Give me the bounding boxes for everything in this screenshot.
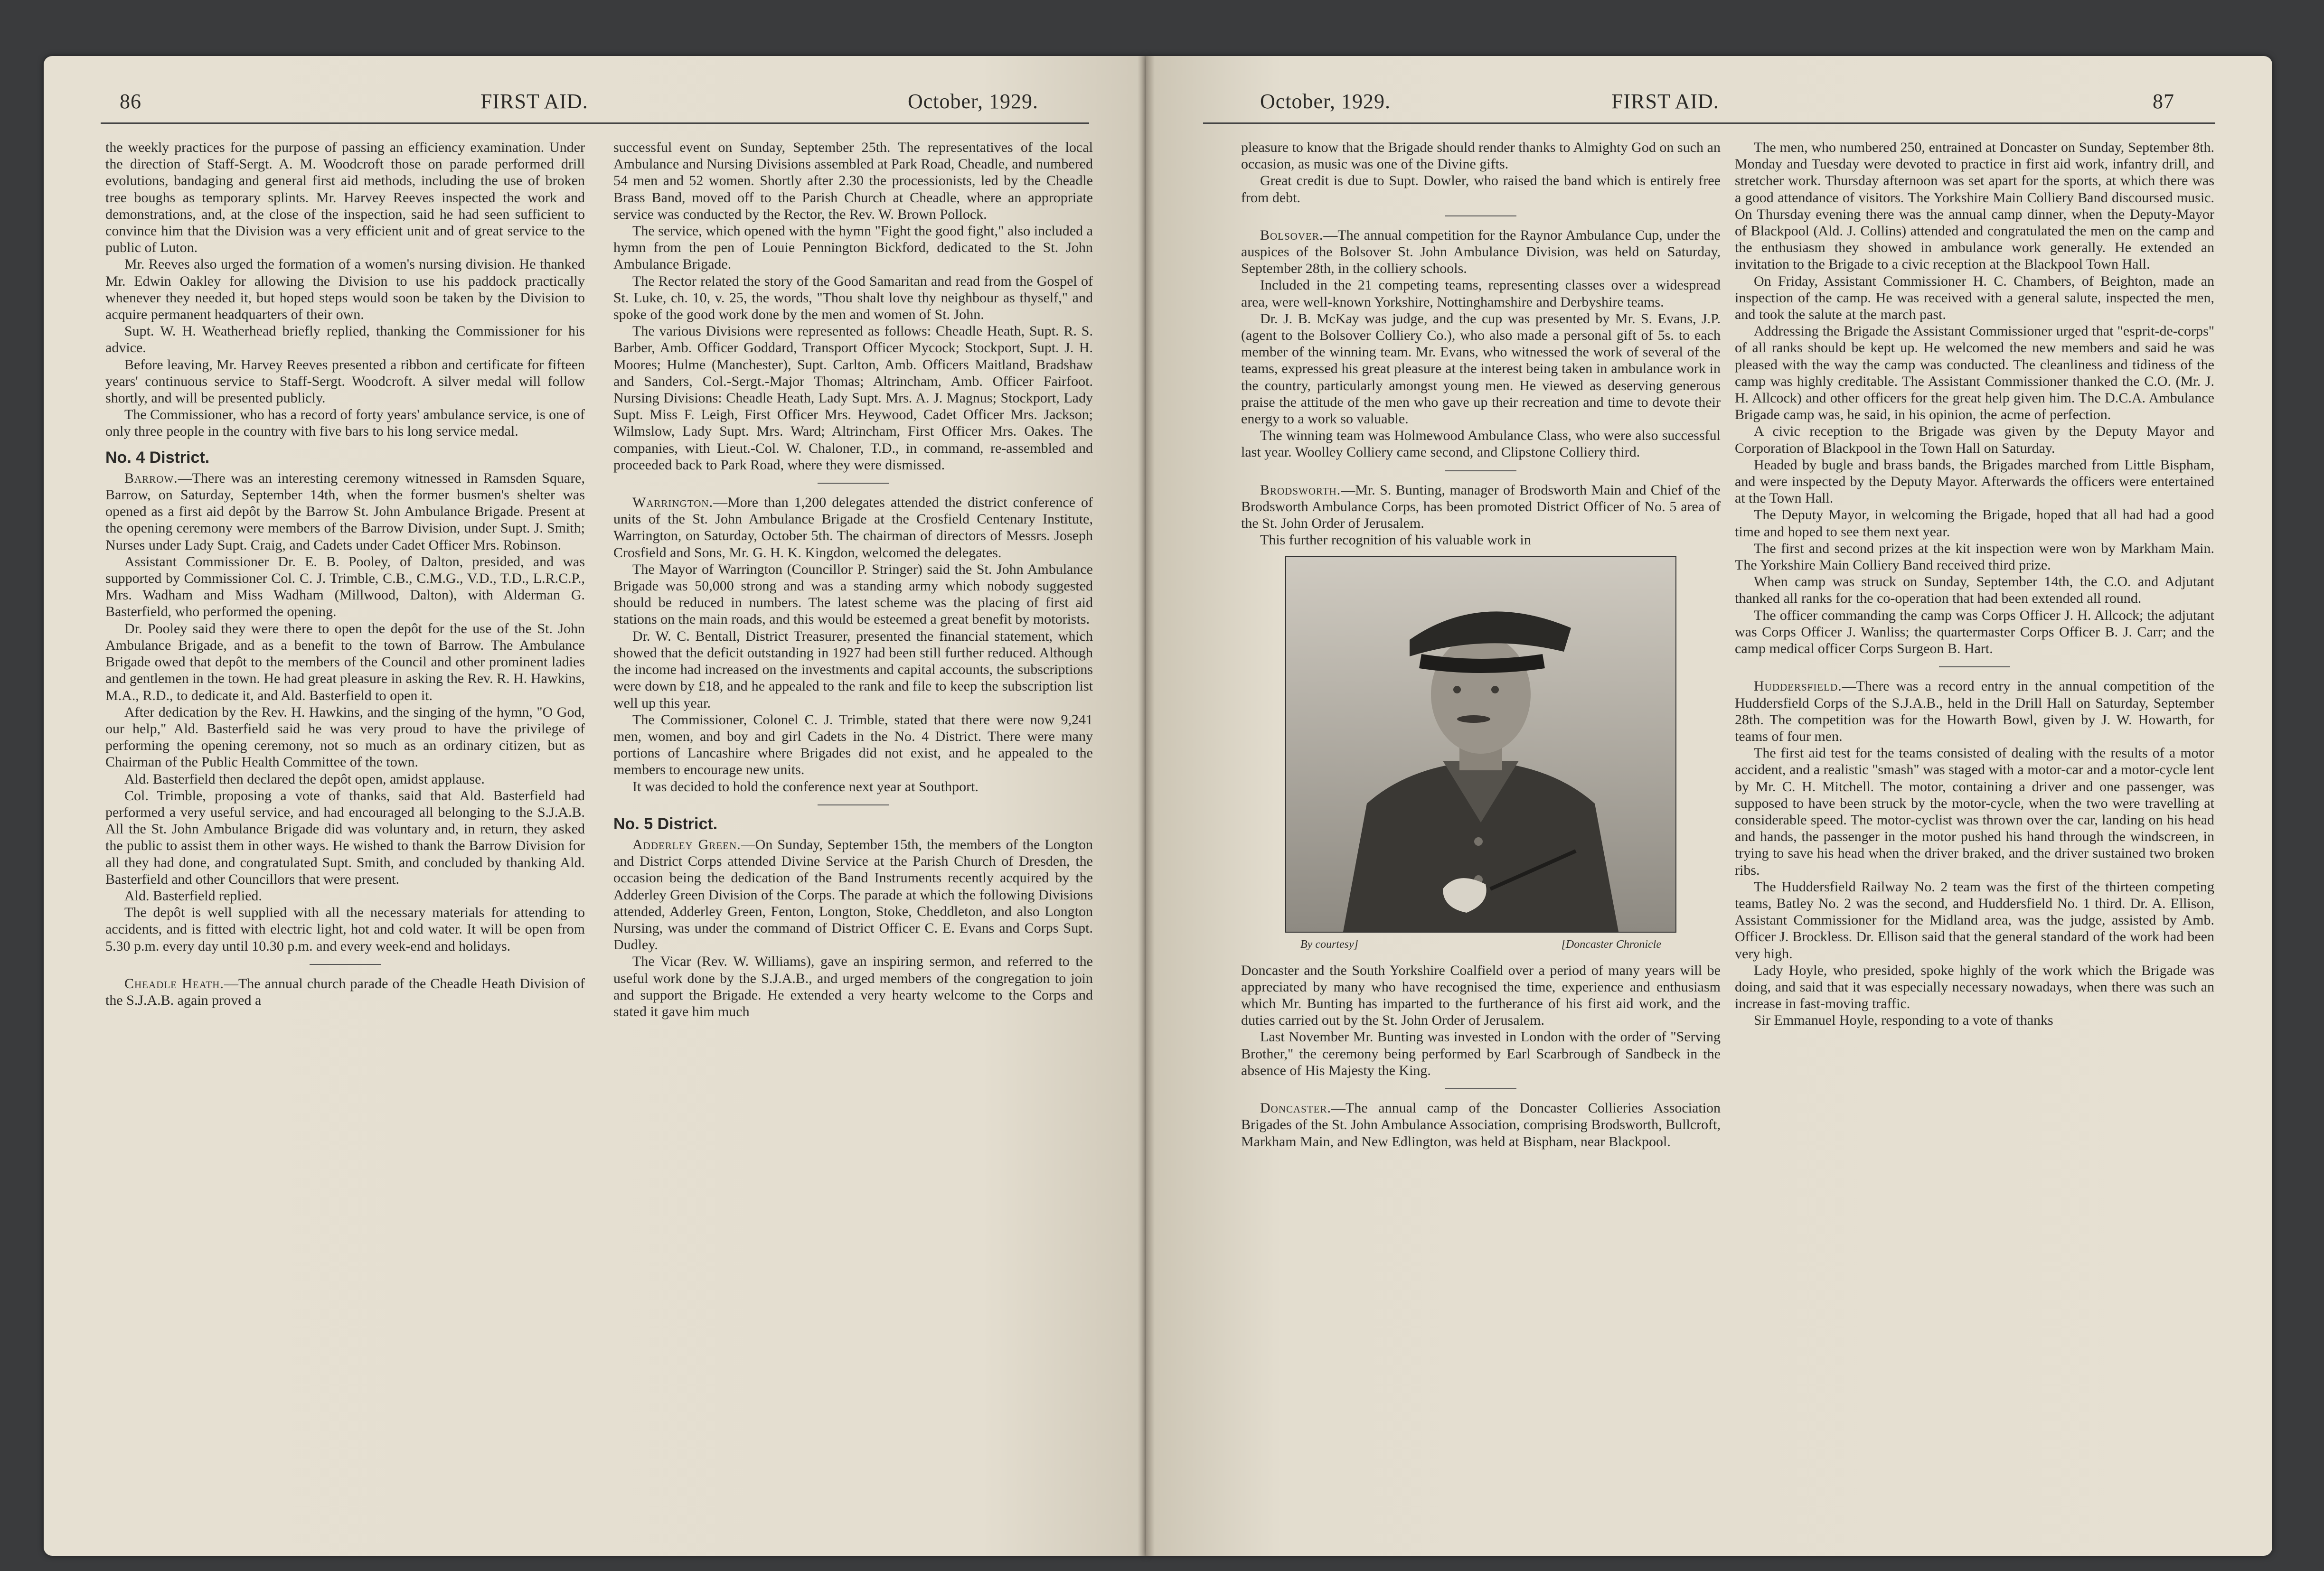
paragraph: Lady Hoyle, who presided, spoke highly of the work which the Brigade was doing, and said that it was especially necessary nowadays, when there was such an increase in fast-moving traffic. (1735, 962, 2214, 1012)
paragraph: This further recognition of his valuable work in (1260, 532, 1531, 548)
paragraph: Doncaster and the South Yorkshire Coalfield over a period of many years will be appreciated by many who have recognised the time, experience and enthusiasm which Mr. Bunting has imparted to the furtherance of his first aid work, and the duties carried out by the St. John Order of Jerusalem. (1241, 962, 1721, 1029)
paragraph: Last November Mr. Bunting was invested in London with the order of "Serving Brother," the ceremony being performed by Earl Scarbrough of Sandbeck in the absence of His Majesty the King. (1241, 1029, 1721, 1078)
left-page (44, 56, 1146, 1556)
paragraph-lead: Barrow. (124, 470, 178, 486)
paragraph: A civic reception to the Brigade was given by the Deputy Mayor and Corporation of Blackpool in the Town Hall on Saturday. (1735, 423, 2214, 456)
paragraph-body: —Mr. S. Bunting, manager of Brodsworth Main and Chief of the Brodsworth Ambulance Corps, has been promoted District Officer of No. 5 area of the St. John Order of Jerusalem. (1241, 482, 1721, 532)
paragraph: Addressing the Brigade the Assistant Commissioner urged that "esprit-de-corps" of all ranks should be kept up. He welcomed the new members and said he was pleased with the way the camp was conducted. The cleanliness and tidiness of the camp was highly creditable. The Assistant Commissioner thanked the C.O. (Mr. J. H. Allcock) and other officers for the great help given him. The D.C.A. Ambulance Brigade camp was, he said, in his opinion, the acme of perfection. (1735, 323, 2214, 423)
section-divider (1445, 470, 1516, 471)
paragraph-body: —There was a record entry in the annual competition of the Huddersfield Corps of the S.J.A.B., held in the Drill Hall on Saturday, September 28th. The competition was for the Howarth Bowl, given by J. W. Howarth, for teams of four men. (1735, 678, 2214, 744)
running-title: FIRST AID. (480, 90, 588, 113)
paragraph: Dr. Pooley said they were there to open the depôt for the use of the St. John Ambulance Brigade, and as a benefit to the town of Barrow. The Ambulance Brigade owed that depôt to the members of the Council and other prominent ladies and gentlemen in the town. He had great pleasure in asking the Rev. R. H. Hawkins, M.A., R.D., to dedicate it, and Ald. Basterfield to open it. (105, 620, 585, 703)
paragraph (1241, 1100, 1721, 1150)
paragraph: The Mayor of Warrington (Councillor P. Stringer) said the St. John Ambulance Brigade was 50,000 strong and was a standing army which nobody suggested should be reduced in numbers. The latest scheme was the placing of first aid stations on the main roads, and this would be esteemed a great benefit by motorists. (613, 561, 1093, 627)
section-heading: No. 4 District. (105, 448, 210, 467)
paragraph: Assistant Commissioner Dr. E. B. Pooley, of Dalton, presided, and was supported by Commissioner Col. C. J. Trimble, C.B., C.M.G., V.D., T.D., L.R.C.P., Mrs. Wadham and Miss Wadham (Millwood, Dalton), with Alderman G. Basterfield, who performed the opening. (105, 553, 585, 620)
paragraph: The first and second prizes at the kit inspection were won by Markham Main. The Yorkshire Main Colliery Band received third prize. (1735, 540, 2214, 573)
paragraph: The men, who numbered 250, entrained at Doncaster on Sunday, September 8th. Monday and Tuesday were devoted to practice in first aid work, infantry drill, and stretcher work. Thursday afternoon was set apart for the sports, at which there was a good attendance of visitors. The Yorkshire Main Colliery Band discoursed music. On Thursday evening there was the annual camp dinner, when the Deputy-Mayor of Blackpool (Ald. J. Collins) attended and congratulated the men on the camp and the enthusiasm they showed in ambulance work generally. He extended an invitation to the Brigade to a civic reception at the Blackpool Town Hall. (1735, 140, 2214, 272)
right-page (1146, 56, 2272, 1556)
paragraph: Dr. W. C. Bentall, District Treasurer, presented the financial statement, which showed that the deficit outstanding in 1927 had been still further reduced. Although the income had increased on the investments and capital accounts, the subscriptions were down by £18, and he appealed to the rank and file to keep the subscription list well up this year. (613, 628, 1093, 711)
section-divider (1939, 666, 2010, 667)
paragraph: Col. Trimble, proposing a vote of thanks, said that Ald. Basterfield had performed a very useful service, and had encouraged all belonging to the S.J.A.B. All the St. John Ambulance Brigade did was voluntary and, in return, they asked the public to assist them in other ways. He wished to thank the Barrow Division for all they had done, and congratulated Supt. Smith, and concluded by thanking Ald. Basterfield and other Councillors that were present. (105, 787, 585, 887)
section-divider (818, 804, 889, 805)
paragraph-body: —More than 1,200 delegates attended the district conference of units of the St. John Ambulance Brigade at the Crosfield Centenary Institute, Warrington, on Saturday, October 5th. The chairman of directors of Messrs. Joseph Crosfield and Sons, Mr. G. H. K. Kingdon, welcomed the delegates. (613, 495, 1093, 561)
left-column-2 (613, 139, 1093, 1020)
paragraph: The Vicar (Rev. W. Williams), gave an inspiring sermon, and referred to the useful work done by the S.J.A.B., and urged members of the congregation to join and support the Brigade. He extended a very hearty welcome to the Corps and stated it gave him much (613, 954, 1093, 1019)
paragraph: The various Divisions were represented as follows: Cheadle Heath, Supt. R. S. Barber, Amb. Officer Goddard, Transport Officer Mycock; Stockport, Supt. J. H. Moores; Hulme (Manchester), Supt. Carlton, Amb. Officers Maitland, Bradshaw and Sanders, Col.-Sergt.-Major Thomas; Altrincham, Amb. Officer Fairfoot. Nursing Divisions: Cheadle Heath, Lady Supt. Mrs. A. J. Magnus; Stockport, Lady Supt. Miss F. Leigh, First Officer Mrs. Heywood, Cadet Officer Mrs. Jackson; Wilmslow, Lady Supt. Mrs. Ward; Altrincham, First Officer Mrs. Oakes. The companies, with Lieut.-Col. W. Chaloner, T.D., in command, re-assembled and proceeded back to Park Road, where they were dismissed. (613, 323, 1093, 473)
section-divider (310, 964, 381, 965)
paragraph: The Huddersfield Railway No. 2 team was the first of the thirteen competing teams, Batley No. 2 was the second, and Huddersfield No. 1 third. Dr. A. Ellison, Assistant Commissioner for the Midland area, was the judge, assisted by Amb. Officer J. Brockless. Dr. Ellison said that the general standard of the work had been very high. (1735, 879, 2214, 962)
paragraph: Ald. Basterfield then declared the depôt open, amidst applause. (124, 771, 485, 787)
section-divider (818, 483, 889, 484)
paragraph (105, 470, 585, 553)
paragraph: The Deputy Mayor, in welcoming the Brigade, hoped that all had had a good time and hoped to see them next year. (1735, 507, 2214, 540)
paragraph: It was decided to hold the conference next year at Southport. (632, 778, 979, 795)
paragraph-body: —There was an interesting ceremony witnessed in Ramsden Square, Barrow, on Saturday, September 14th, when the former busmen's shelter was opened as a first aid depôt by the Barrow St. John Ambulance Brigade. Present at the opening ceremony were members of the Barrow Division, under Supt. J. Smith; Nurses under Lady Supt. Craig, and Cadets under Cadet Officer Mrs. Robinson. (105, 470, 585, 553)
paragraph-lead: Huddersfield. (1754, 678, 1842, 694)
book-gutter (1138, 56, 1155, 1556)
paragraph: Included in the 21 competing teams, representing classes over a widespread area, were well-known Yorkshire, Nottinghamshire and Derbyshire teams. (1241, 277, 1721, 310)
section-divider (1445, 1088, 1516, 1089)
running-title: FIRST AID. (1611, 90, 1719, 113)
paragraph: When camp was struck on Sunday, September 14th, the C.O. and Adjutant thanked all ranks for the co-operation that had been extended all round. (1735, 574, 2214, 607)
paragraph-lead: Doncaster. (1260, 1100, 1332, 1116)
paragraph-body: —On Sunday, September 15th, the members of the Longton and District Corps attended Divine Service at the Parish Church of Dresden, the occasion being the dedication of the Band Instruments recently acquired by the Adderley Green Division of the Corps. The parade at which the following Divisions attended, Adderley Green, Fenton, Longton, Stoke, Cheddleton, and also Longton Nursing, was under the command of District Officer C. E. Evans and Corps Supt. Dudley. (613, 836, 1093, 953)
right-column-1 (1241, 139, 1721, 1150)
paragraph-lead: Cheadle Heath. (124, 975, 224, 991)
paragraph (1241, 482, 1721, 532)
photo-caption (1300, 936, 1661, 953)
paragraph (105, 975, 585, 1009)
issue-date: October, 1929. (908, 90, 1038, 113)
section-divider (1445, 215, 1516, 216)
paragraph: The Commissioner, Colonel C. J. Trimble, stated that there were now 9,241 men, women, and boy and girl Cadets in the No. 4 District. There were many portions of Lancashire where Brigades did not exist, and he appealed to the members to encourage new units. (613, 711, 1093, 778)
paragraph: Great credit is due to Supt. Dowler, who raised the band which is entirely free from debt. (1241, 173, 1721, 206)
paragraph: Before leaving, Mr. Harvey Reeves presented a ribbon and certificate for fifteen years' continuous service to Staff-Sergt. Woodcroft. A silver medal will follow shortly, and will be presented publicly. (105, 356, 585, 406)
paragraph: After dedication by the Rev. H. Hawkins, and the singing of the hymn, "O God, our help," Ald. Basterfield said he was very proud to have the privilege of performing the opening ceremony, not so much as an ordinary citizen, but as Chairman of the Public Health Committee of the town. (105, 704, 585, 770)
paragraph-lead: Warrington. (632, 495, 714, 511)
paragraph (1241, 227, 1721, 277)
paragraph-body: —The annual camp of the Doncaster Collieries Association Brigades of the St. John Ambulance Association, comprising Brodsworth, Bullcroft, Markham Main, and New Edlington, was held at Bispham, near Blackpool. (1241, 1100, 1721, 1150)
paragraph: successful event on Sunday, September 25th. The representatives of the local Ambulance and Nursing Divisions assembled at Park Road, Cheadle, and numbered 54 men and 52 women. Shortly after 2.30 the processionists, led by the Cheadle Brass Band, moved off to the Parish Church at Cheadle, where an appropriate service was conducted by the Rector, the Rev. W. Brown Pollock. (613, 140, 1093, 222)
paragraph-body: —The annual church parade of the Cheadle Heath Division of the S.J.A.B. again proved a (105, 975, 585, 1008)
paragraph: pleasure to know that the Brigade should render thanks to Almighty God on such an occasion, as music was one of the Divine gifts. (1241, 140, 1721, 172)
paragraph: The Commissioner, who has a record of forty years' ambulance service, is one of only three people in the country with five bars to his long service medal. (105, 407, 585, 440)
paragraph: the weekly practices for the purpose of passing an efficiency examination. Under the direction of Staff-Sergt. A. M. Woodcroft those on parade performed drill evolutions, bandaging and general first aid methods, including the use of broken tree boughs as temporary splints. Mr. Harvey Reeves inspected the work and demonstrations, and, at the close of the inspection, said he had seen sufficient to convince him that the Division was a very efficient unit and of great service to the public of Luton. (105, 140, 585, 256)
left-column-1 (105, 139, 585, 1009)
paragraph: Dr. J. B. McKay was judge, and the cup was presented by Mr. S. Evans, J.P. (agent to the Bolsover Colliery Co.), who also made a personal gift of 5s. to each member of the winning team. Mr. Evans, who witnessed the work of several of the teams, expressed his great pleasure at the interest being taken in ambulance work in the country, particularly amongst young men. He viewed as deserving generous praise the attitude of the men who gave up their recreation and time to devote their energy to a work so valuable. (1241, 310, 1721, 427)
paragraph: The officer commanding the camp was Corps Officer J. H. Allcock; the adjutant was Corps Officer J. Wanliss; the quartermaster Corps Officer B. J. Carr; and the camp medical officer Corps Surgeon B. Hart. (1735, 607, 2214, 657)
page-number: 87 (2153, 90, 2174, 113)
caption-credit-right: [Doncaster Chronicle (1561, 938, 1661, 951)
paragraph: The depôt is well supplied with all the necessary materials for attending to accidents, and is fitted with electric light, hot and cold water. It will be open from 5.30 p.m. every day until 10.30 p.m. and every week-end and holidays. (105, 905, 585, 954)
issue-date: October, 1929. (1260, 90, 1391, 113)
paragraph: The Rector related the story of the Good Samaritan and read from the Gospel of St. Luke, ch. 10, v. 25, the words, "Thou shalt love thy neighbour as thyself," and spoke of the good work done by the men and women of St. John. (613, 273, 1093, 323)
paragraph-body: —The annual competition for the Raynor Ambulance Cup, under the auspices of the Bolsover St. John Ambulance Division, was held on Saturday, September 28th, in the colliery schools. (1241, 227, 1721, 277)
header-rule (1203, 122, 2215, 124)
paragraph: Headed by bugle and brass bands, the Brigades marched from Little Bispham, and were inspected by the Deputy Mayor. Afterwards the officers were entertained at the Town Hall. (1735, 457, 2214, 506)
paragraph: Ald. Basterfield replied. (124, 888, 262, 904)
paragraph: Sir Emmanuel Hoyle, responding to a vote of thanks (1754, 1012, 2053, 1029)
page-number: 86 (120, 90, 141, 113)
paragraph-lead: Brodsworth. (1260, 482, 1341, 498)
paragraph (613, 836, 1093, 953)
portrait-photo (1285, 556, 1676, 933)
section-heading: No. 5 District. (613, 814, 718, 833)
paragraph: On Friday, Assistant Commissioner H. C. Chambers, of Beighton, made an inspection of the camp. He was received with a general salute, inspected the men, and took the salute at the march past. (1735, 273, 2214, 323)
caption-credit-left: By courtesy] (1300, 938, 1358, 951)
paragraph: The first aid test for the teams consisted of dealing with the results of a motor accident, and a realistic "smash" was staged with a motor-car and a motor-cycle lent by Mr. C. H. Mitchell. The motor, containing a driver and one passenger, was supposed to have been struck by the motor-cycle, when the two were travelling at considerable speed. The motor-cyclist was thrown over the car, landing on his head and hands, the passenger in the motor pushed his hand through the windscreen, in trying to save his head when the driver braked, and the driver sustained two broken ribs. (1735, 745, 2214, 878)
paragraph: The winning team was Holmewood Ambulance Class, who were also successful last year. Woolley Colliery came second, and Clipstone Colliery third. (1241, 428, 1721, 460)
paragraph-lead: Bolsover. (1260, 227, 1324, 243)
portrait-illustration (1286, 557, 1675, 932)
right-column-2 (1735, 139, 2214, 1029)
paragraph (613, 494, 1093, 561)
paragraph: Mr. Reeves also urged the formation of a women's nursing division. He thanked Mr. Edwin Oakley for allowing the Division to use his paddock practically whenever they needed it, but hoped steps would soon be taken by the Division to acquire permanent headquarters of their own. (105, 256, 585, 323)
paragraph (1735, 678, 2214, 745)
paragraph-lead: Adderley Green. (632, 836, 741, 852)
paragraph: Supt. W. H. Weatherhead briefly replied, thanking the Commissioner for his advice. (105, 323, 585, 356)
paragraph: The service, which opened with the hymn "Fight the good fight," also included a hymn from the pen of Louie Pennington Bickford, dedicated to the St. John Ambulance Brigade. (613, 223, 1093, 272)
header-rule (101, 122, 1089, 124)
